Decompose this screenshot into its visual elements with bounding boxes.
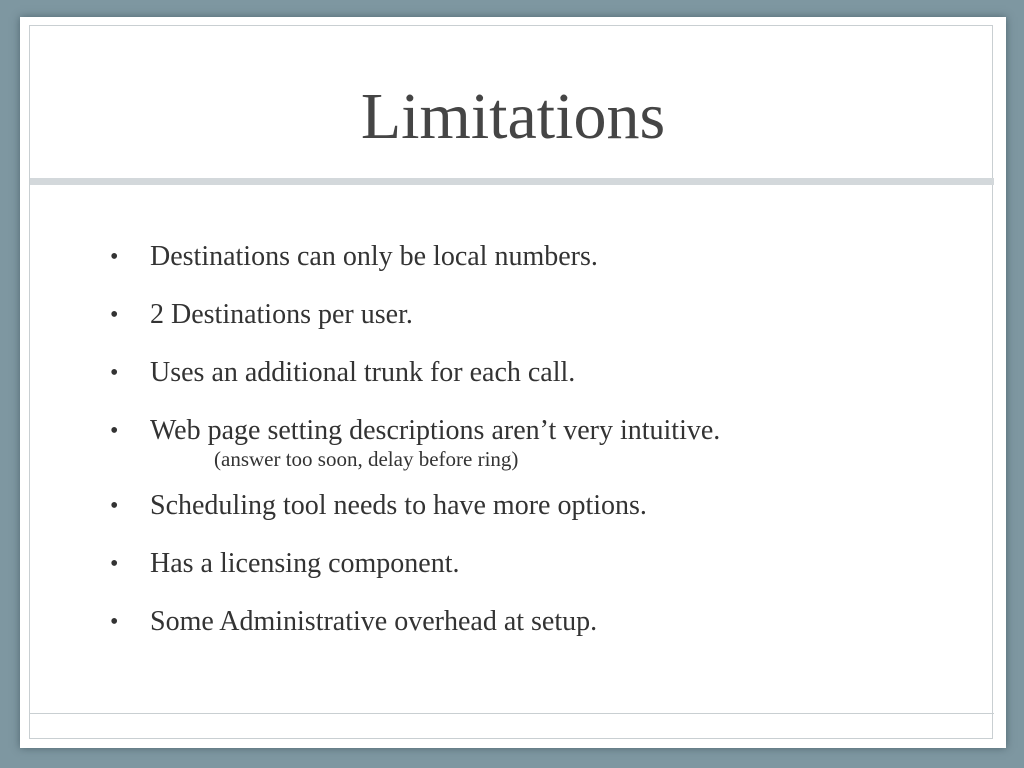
list-item bbox=[108, 413, 948, 471]
list-item bbox=[108, 546, 948, 582]
bullet-text: Destinations can only be local numbers. bbox=[150, 241, 598, 272]
list-item bbox=[108, 297, 948, 333]
bullet-text: Web page setting descriptions aren’t very intuitive. bbox=[150, 415, 721, 446]
bullet-icon: • bbox=[110, 609, 119, 635]
bullet-icon: • bbox=[110, 551, 119, 577]
footer-divider bbox=[30, 713, 994, 714]
list-item bbox=[108, 604, 948, 640]
bullet-text: 2 Destinations per user. bbox=[150, 299, 413, 330]
list-item bbox=[108, 355, 948, 391]
bullet-text: Uses an additional trunk for each call. bbox=[150, 357, 576, 388]
title-divider bbox=[30, 178, 994, 185]
slide-title: Limitations bbox=[360, 80, 666, 153]
bullet-subnote: (answer too soon, delay before ring) bbox=[214, 447, 519, 471]
slide bbox=[20, 17, 1006, 748]
bullet-list bbox=[108, 239, 948, 662]
bullet-icon: • bbox=[110, 360, 119, 386]
bullet-icon: • bbox=[110, 302, 119, 328]
bullet-text: Scheduling tool needs to have more options. bbox=[150, 490, 647, 521]
bullet-icon: • bbox=[110, 493, 119, 519]
bullet-icon: • bbox=[110, 418, 119, 444]
bullet-text: Has a licensing component. bbox=[150, 548, 460, 579]
list-item bbox=[108, 239, 948, 275]
bullet-icon: • bbox=[110, 244, 119, 270]
bullet-text: Some Administrative overhead at setup. bbox=[150, 606, 598, 637]
list-item bbox=[108, 488, 948, 524]
